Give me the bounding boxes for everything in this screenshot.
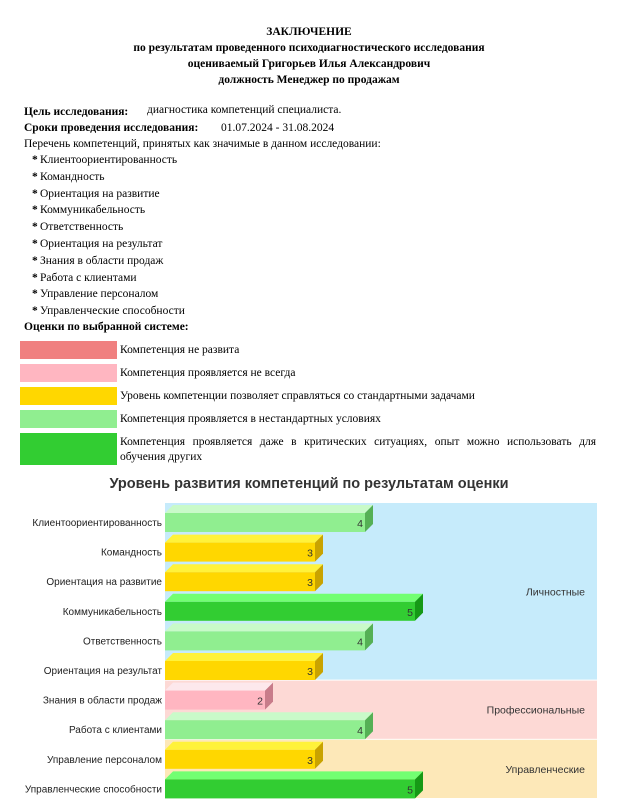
category-label: Коммуникабельность [62,606,162,618]
chart-title: Уровень развития компетенций по результатам оценки [109,476,509,492]
bar [165,602,415,621]
bullet-icon: * [32,154,38,166]
category-label: Знания в области продаж [42,695,162,707]
category-label: Командность [100,547,162,559]
category-label: Управление персоналом [46,754,162,766]
category-label: Управленческие способности [24,784,162,796]
bar-value-label: 2 [257,695,263,708]
bar-top-face [165,712,373,720]
bar [165,572,315,591]
period-value: 01.07.2024 - 31.08.2024 [221,122,335,134]
bar-top-face [165,683,273,691]
document-subtitle: по результатам проведенного психодиагностического исследования [133,42,485,54]
bar [165,631,365,650]
bar [165,691,265,710]
category-label: Работа с клиентами [68,725,162,737]
document-title: ЗАКЛЮЧЕНИЕ [266,26,352,38]
competency-name: Командность [40,170,105,183]
bar-value-label: 4 [357,725,363,738]
scale-label-2: Компетенция проявляется не всегда [120,367,296,379]
bullet-icon: * [32,271,38,284]
bullet-icon: * [32,187,38,200]
category-label: Ориентация на развитие [46,577,162,589]
bar-top-face [165,653,323,661]
competency-name: Ориентация на развитие [40,187,160,200]
bar-top-face [165,771,423,779]
bar-top-face [165,535,323,543]
competency-name: Управление персоналом [40,288,159,301]
competency-name: Клиентоориентированность [40,154,178,166]
assessed-person: оцениваемый Григорьев Илья Александрович [187,58,431,70]
bar [165,750,315,769]
bar [165,720,365,739]
period-label: Сроки проведения исследования: [24,122,199,134]
scale-label-1: Компетенция не развита [120,344,240,356]
category-label: Ориентация на результат [43,666,162,677]
competency-name: Работа с клиентами [40,271,137,284]
scale-label-3: Уровень компетенции позволяет справляться со стандартными задачами [120,390,475,402]
bar-top-face [165,742,323,750]
competency-name: Ответственность [40,221,124,234]
bullet-icon: * [32,254,38,267]
group-label: Профессиональные [486,704,585,717]
bar-value-label: 3 [307,577,313,590]
group-label: Управленческие [505,763,585,776]
bar [165,661,315,680]
bar-value-label: 4 [357,518,363,530]
bar-top-face [165,594,423,602]
bar-value-label: 5 [407,606,413,619]
bar [165,779,415,798]
bullet-icon: * [32,170,38,183]
bullet-icon: * [32,288,38,301]
bullet-icon: * [32,238,38,250]
bullet-icon: * [32,204,38,217]
category-label: Клиентоориентированность [32,518,162,529]
bar-value-label: 4 [357,636,363,649]
bar-top-face [165,505,373,513]
group-label: Личностные [525,586,585,599]
bar-value-label: 3 [307,754,313,767]
bar-value-label: 3 [307,666,313,678]
bar-top-face [165,564,323,572]
competency-name: Ориентация на результат [40,238,163,250]
scale-label-5: Компетенция проявляется даже в критических ситуациях, опыт можно использовать для обучения других [120,436,596,463]
bar-value-label: 3 [307,547,313,560]
category-label: Ответственность [83,636,162,648]
bar [165,513,365,532]
competency-name: Знания в области продаж [40,254,164,267]
goal-label: Цель исследования: [24,106,129,118]
bar-top-face [165,623,373,631]
scale-label-4: Компетенция проявляется в нестандартных условиях [120,413,381,425]
bar [165,543,315,562]
bar-value-label: 5 [407,784,413,797]
job-position: должность Менеджер по продажам [218,74,400,86]
competency-name: Коммуникабельность [40,204,146,217]
competency-list-intro: Перечень компетенций, принятых как значимые в данном исследовании: [24,138,381,150]
bullet-icon: * [32,221,38,234]
bullet-icon: * [32,305,38,318]
competency-name: Управленческие способности [40,305,185,318]
goal-value: диагностика компетенций специалиста. [147,104,342,116]
scale-title: Оценки по выбранной системе: [24,321,189,333]
